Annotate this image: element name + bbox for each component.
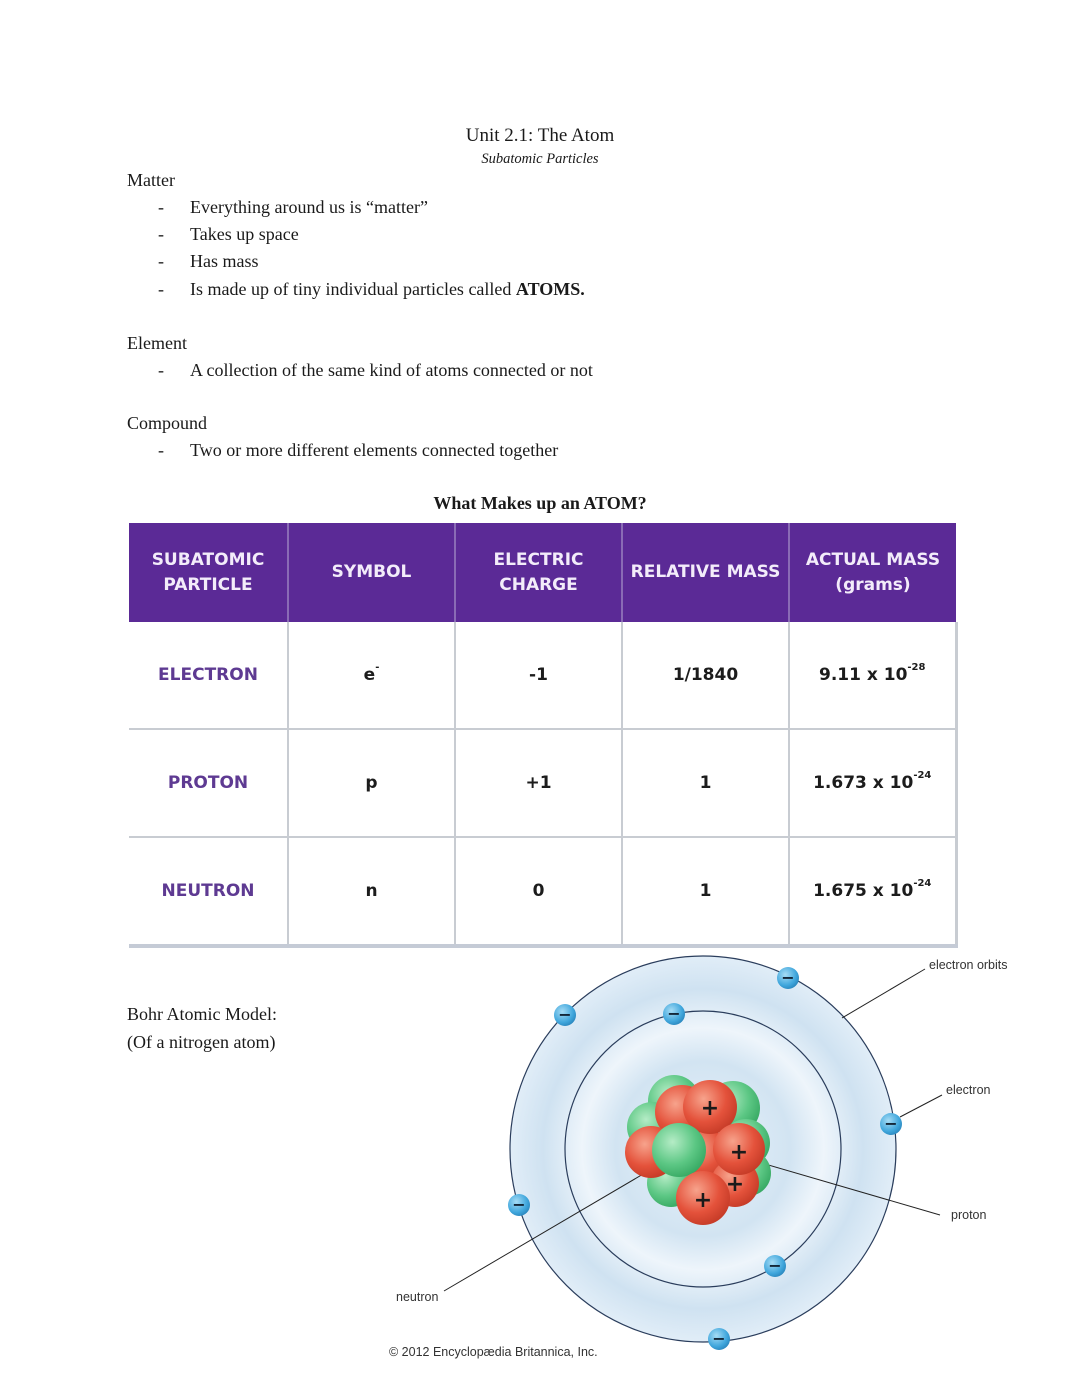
bullet-dash: - <box>158 197 164 217</box>
bullet-dash: - <box>158 279 164 299</box>
column-header-actual-mass: ACTUAL MASS (grams) <box>789 523 956 622</box>
cell-relative-mass: 1 <box>622 729 789 837</box>
svg-text:+: + <box>693 1188 713 1213</box>
table-row <box>129 837 956 946</box>
electron-icon <box>777 967 799 989</box>
cell-charge: 0 <box>455 837 622 946</box>
page-subtitle: Subatomic Particles <box>481 151 599 167</box>
section-heading-compound: Compound <box>127 413 208 433</box>
label-neutron: neutron <box>396 1290 439 1304</box>
cell-actual-mass: 1.675 x $10^{-24}$ <box>789 837 956 946</box>
cell-charge: -1 <box>455 622 622 729</box>
svg-text:+: + <box>725 1172 745 1197</box>
bullet-dash: - <box>158 360 164 380</box>
bullet-dash: - <box>158 440 164 460</box>
cell-particle: PROTON <box>129 729 288 837</box>
cell-actual-mass: 9.11 x $10^{-28}$ <box>789 622 956 729</box>
label-electron-orbits: electron orbits <box>929 958 1008 972</box>
orbits-leader-line <box>842 969 925 1018</box>
electron-icon <box>663 1003 685 1025</box>
table-title: What Makes up an ATOM? <box>433 493 647 513</box>
svg-text:−: − <box>558 1005 572 1024</box>
page-title: Unit 2.1: The Atom <box>465 125 615 146</box>
table-row <box>129 729 956 837</box>
bullet-dash: - <box>158 251 164 271</box>
svg-text:−: − <box>512 1195 526 1214</box>
cell-symbol: n <box>288 837 455 946</box>
svg-text:+: + <box>729 1140 749 1165</box>
cell-actual-mass: 1.673 x $10^{-24}$ <box>789 729 956 837</box>
svg-text:−: − <box>712 1329 726 1348</box>
bullet-item: - Takes up space <box>158 224 299 244</box>
cell-relative-mass: 1 <box>622 837 789 946</box>
copyright-credit: © 2012 Encyclopædia Britannica, Inc. <box>389 1345 598 1359</box>
electron-leader-line <box>900 1095 942 1117</box>
bullet-item: - Is made up of tiny individual particles called ATOMS. <box>158 279 585 299</box>
subatomic-particles-table <box>129 523 958 948</box>
cell-symbol: e- <box>288 622 455 729</box>
column-header-charge: ELECTRIC CHARGE <box>455 523 622 622</box>
svg-text:−: − <box>781 968 795 987</box>
column-header-particle: SUBATOMIC PARTICLE <box>129 523 288 622</box>
electron-icon <box>764 1255 786 1277</box>
bullet-item: - A collection of the same kind of atoms connected or not <box>158 360 593 380</box>
bohr-atom-diagram <box>380 945 1040 1375</box>
bohr-model-heading: Bohr Atomic Model: <box>127 1004 277 1024</box>
electron-icon <box>554 1004 576 1026</box>
cell-particle: ELECTRON <box>129 622 288 729</box>
bullet-dash: - <box>158 224 164 244</box>
svg-text:−: − <box>884 1114 898 1133</box>
bullet-item: - Everything around us is “matter” <box>158 197 428 217</box>
section-heading-matter: Matter <box>127 170 175 190</box>
electron-icon <box>508 1194 530 1216</box>
cell-particle: NEUTRON <box>129 837 288 946</box>
cell-relative-mass: 1/1840 <box>622 622 789 729</box>
cell-charge: +1 <box>455 729 622 837</box>
neutron-icon <box>652 1123 706 1177</box>
electron-icon <box>880 1113 902 1135</box>
table-row <box>129 622 956 729</box>
bullet-item: - Two or more different elements connected together <box>158 440 559 460</box>
column-header-relative-mass: RELATIVE MASS <box>622 523 789 622</box>
bullet-item: - Has mass <box>158 251 259 271</box>
svg-text:−: − <box>667 1004 681 1023</box>
cell-symbol: p <box>288 729 455 837</box>
column-header-symbol: SYMBOL <box>288 523 455 622</box>
section-heading-element: Element <box>127 333 187 353</box>
bold-atoms: ATOMS. <box>515 279 585 299</box>
table-header-row <box>129 523 956 622</box>
svg-text:+: + <box>700 1096 720 1121</box>
label-electron: electron <box>946 1083 991 1097</box>
label-proton: proton <box>951 1208 987 1222</box>
electron-icon <box>708 1328 730 1350</box>
svg-text:−: − <box>768 1256 782 1275</box>
bohr-model-subheading: (Of a nitrogen atom) <box>127 1032 276 1052</box>
